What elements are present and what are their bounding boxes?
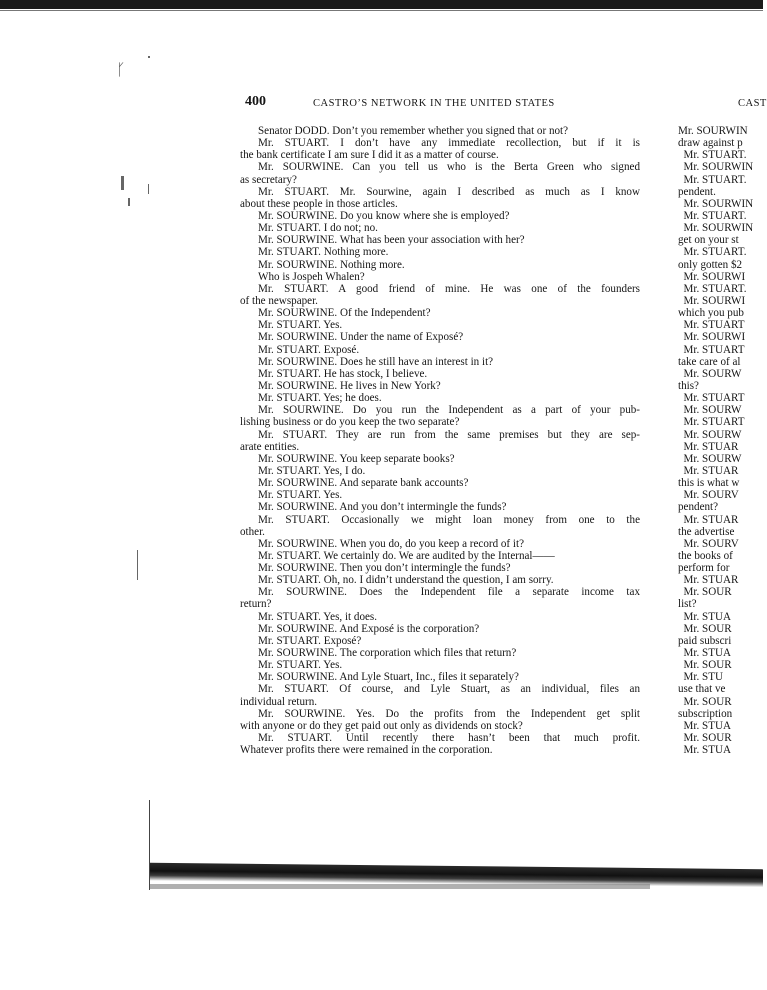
facing-page-line: Mr. SOURWI — [678, 331, 746, 344]
facing-page-line: Mr. SOURW — [678, 428, 742, 441]
facing-page-line: Mr. STUAR — [678, 574, 739, 587]
facing-page-line: subscription — [678, 707, 733, 720]
transcript-line: Mr. SOURWINE. Do you run the Independent as a part of your pub- — [258, 404, 640, 417]
facing-page-line: Mr. SOURWIN — [678, 161, 754, 174]
transcript-line: Who is Jospeh Whalen? — [258, 270, 365, 283]
facing-page-column — [678, 125, 763, 756]
transcript-line: Mr. STUART. Oh, no. I didn’t understand the question, I am sorry. — [258, 574, 554, 587]
facing-page-line: Mr. SOUR — [678, 732, 732, 745]
facing-page-line: Mr. STUAR — [678, 513, 739, 526]
transcript-line: arate entities. — [240, 440, 300, 453]
page-number: 400 — [245, 94, 266, 109]
facing-page-line: Mr. SOURWI — [678, 270, 746, 283]
transcript-line: Mr. SOURWINE. Do you know where she is employed? — [258, 209, 510, 222]
transcript-line: Mr. STUART. Yes. — [258, 659, 343, 672]
facing-page-line: which you pub — [678, 307, 744, 320]
transcript-line: Mr. STUART. Of course, and Lyle Stuart, as an individual, files an — [258, 683, 640, 696]
facing-page-line: Mr. STUA — [678, 744, 732, 757]
facing-page-line: Mr. SOURV — [678, 537, 739, 550]
transcript-line: Mr. SOURWINE. Yes. Do the profits from the Independent get split — [258, 707, 640, 720]
facing-page-line: Mr. STUART — [678, 343, 745, 356]
transcript-column — [240, 125, 640, 756]
facing-page-line: only gotten $2 — [678, 258, 743, 271]
facing-page-line: Mr. STUART. — [678, 209, 747, 222]
transcript-line: Mr. STUART. Yes; he does. — [258, 392, 382, 405]
transcript-line: with anyone or do they get paid out only as dividends on stock? — [240, 719, 523, 732]
facing-page-line: Mr. STUART — [678, 319, 745, 332]
transcript-line: individual return. — [240, 695, 318, 708]
facing-page-line: Mr. SOURW — [678, 367, 742, 380]
transcript-line: Whatever profits there were remained in the corporation. — [240, 744, 493, 757]
transcript-line: Mr. SOURWINE. Under the name of Exposé? — [258, 331, 464, 344]
transcript-line: Mr. STUART. Exposé? — [258, 634, 362, 647]
facing-page-line: the advertise — [678, 525, 735, 538]
transcript-line: Mr. SOURWINE. When you do, do you keep a record of it? — [258, 537, 524, 550]
facing-page-line: Mr. SOURV — [678, 489, 739, 502]
facing-page-line: Mr. STUART — [678, 416, 745, 429]
transcript-line: Mr. STUART. Exposé. — [258, 343, 360, 356]
transcript-line: Mr. SOURWINE. He lives in New York? — [258, 379, 441, 392]
scan-speck — [128, 198, 130, 206]
transcript-line: Mr. STUART. Occasionally we might loan money from one to the — [258, 513, 640, 526]
transcript-line: Mr. STUART. Nothing more. — [258, 246, 389, 259]
transcript-line: Mr. SOURWINE. Can you tell us who is the Berta Green who signed — [258, 161, 640, 174]
transcript-line: Mr. SOURWINE. The corporation which files that return? — [258, 647, 517, 660]
facing-page-line: Mr. SOURWIN — [678, 222, 754, 235]
transcript-line: Mr. SOURWINE. Of the Independent? — [258, 307, 431, 320]
facing-page-line: Mr. STUART. — [678, 282, 747, 295]
facing-page-line: pendent. — [678, 185, 716, 198]
transcript-line: Mr. SOURWINE. You keep separate books? — [258, 452, 455, 465]
facing-page-line: Mr. SOURWI — [678, 294, 746, 307]
facing-page-line: Mr. SOUR — [678, 586, 732, 599]
facing-page-line: Mr. STUART. — [678, 149, 747, 162]
facing-page-line: draw against p — [678, 137, 743, 150]
facing-page-line: Mr. SOUR — [678, 695, 732, 708]
facing-page-line: use that ve — [678, 683, 726, 696]
transcript-line: Mr. SOURWINE. And you don’t intermingle the funds? — [258, 501, 507, 514]
facing-page-line: Mr. SOURWIN — [678, 125, 748, 137]
facing-page-line: perform for — [678, 562, 730, 575]
facing-page-line: Mr. STUART — [678, 392, 745, 405]
transcript-line: Mr. SOURWINE. Then you don’t intermingle the funds? — [258, 562, 511, 575]
transcript-line: Mr. STUART. I don’t have any immediate recollection, but if it is — [258, 137, 640, 150]
scan-artifact-mark: ᚴ — [116, 62, 126, 79]
transcript-line: Mr. STUART. Mr. Sourwine, again I described as much as I know — [258, 185, 640, 198]
facing-page-line: get on your st — [678, 234, 739, 247]
facing-page-line: Mr. STUART. — [678, 173, 747, 186]
facing-page-line: Mr. STUA — [678, 719, 732, 732]
transcript-line: lishing business or do you keep the two separate? — [240, 416, 460, 429]
facing-page-line: pendent? — [678, 501, 719, 514]
transcript-line: Mr. STUART. Yes. — [258, 489, 343, 502]
facing-page-line: list? — [678, 598, 697, 611]
facing-page-line: Mr. STU — [678, 671, 723, 684]
running-head: CASTRO’S NETWORK IN THE UNITED STATES — [313, 98, 555, 109]
transcript-line: Mr. SOURWINE. Does the Independent file a separate income tax — [258, 586, 640, 599]
scan-speck — [148, 184, 149, 194]
transcript-line: other. — [240, 525, 265, 538]
transcript-line: Mr. STUART. Yes, I do. — [258, 464, 366, 477]
facing-page-line: Mr. SOUR — [678, 622, 732, 635]
facing-page-line: paid subscri — [678, 634, 732, 647]
facing-page-line: Mr. STUA — [678, 610, 732, 623]
transcript-line: Mr. SOURWINE. What has been your association with her? — [258, 234, 525, 247]
transcript-line: Mr. SOURWINE. And Lyle Stuart, Inc., files it separately? — [258, 671, 519, 684]
facing-page-line: Mr. SOURW — [678, 404, 742, 417]
transcript-line: about these people in those articles. — [240, 197, 398, 210]
scan-speck — [137, 550, 138, 580]
top-border-rule — [0, 0, 763, 9]
transcript-line: Mr. SOURWINE. Nothing more. — [258, 258, 405, 271]
transcript-line: Mr. SOURWINE. Does he still have an interest in it? — [258, 355, 494, 368]
transcript-line: Mr. STUART. Yes. — [258, 319, 343, 332]
transcript-line: as secretary? — [240, 173, 297, 186]
transcript-line: Mr. STUART. We certainly do. We are audited by the Internal—— — [258, 549, 555, 562]
facing-page-line: Mr. STUAR — [678, 464, 739, 477]
facing-page-line: this? — [678, 379, 699, 392]
transcript-line: Mr. STUART. Until recently there hasn’t been that much profit. — [258, 732, 640, 745]
facing-page-running-head: CAST — [738, 98, 767, 109]
transcript-line: Mr. STUART. I do not; no. — [258, 222, 378, 235]
transcript-line: of the newspaper. — [240, 294, 318, 307]
transcript-line: Mr. STUART. They are run from the same premises but they are sep- — [258, 428, 640, 441]
scan-speck — [121, 176, 124, 190]
facing-page-line: Mr. STUAR — [678, 440, 739, 453]
transcript-line: Mr. SOURWINE. And Exposé is the corporation? — [258, 622, 480, 635]
transcript-line: return? — [240, 598, 272, 611]
transcript-line: Mr. SOURWINE. And separate bank accounts? — [258, 477, 469, 490]
transcript-line: Senator DODD. Don’t you remember whether you signed that or not? — [258, 125, 569, 137]
facing-page-line: take care of al — [678, 355, 741, 368]
transcript-line: Mr. STUART. He has stock, I believe. — [258, 367, 428, 380]
facing-page-line: this is what w — [678, 477, 740, 490]
scan-speck — [148, 56, 150, 58]
transcript-line: Mr. STUART. A good friend of mine. He was one of the founders — [258, 282, 640, 295]
transcript-line: Mr. STUART. Yes, it does. — [258, 610, 378, 623]
facing-page-line: the books of — [678, 549, 733, 562]
facing-page-line: Mr. STUA — [678, 647, 732, 660]
facing-page-line: Mr. SOURWIN — [678, 197, 754, 210]
transcript-line: the bank certificate I am sure I did it as a matter of course. — [240, 149, 499, 162]
page-gutter-shadow-edge — [150, 884, 650, 889]
facing-page-line: Mr. SOUR — [678, 659, 732, 672]
facing-page-line: Mr. SOURW — [678, 452, 742, 465]
facing-page-line: Mr. STUART. — [678, 246, 747, 259]
top-border-shadow — [0, 10, 763, 11]
